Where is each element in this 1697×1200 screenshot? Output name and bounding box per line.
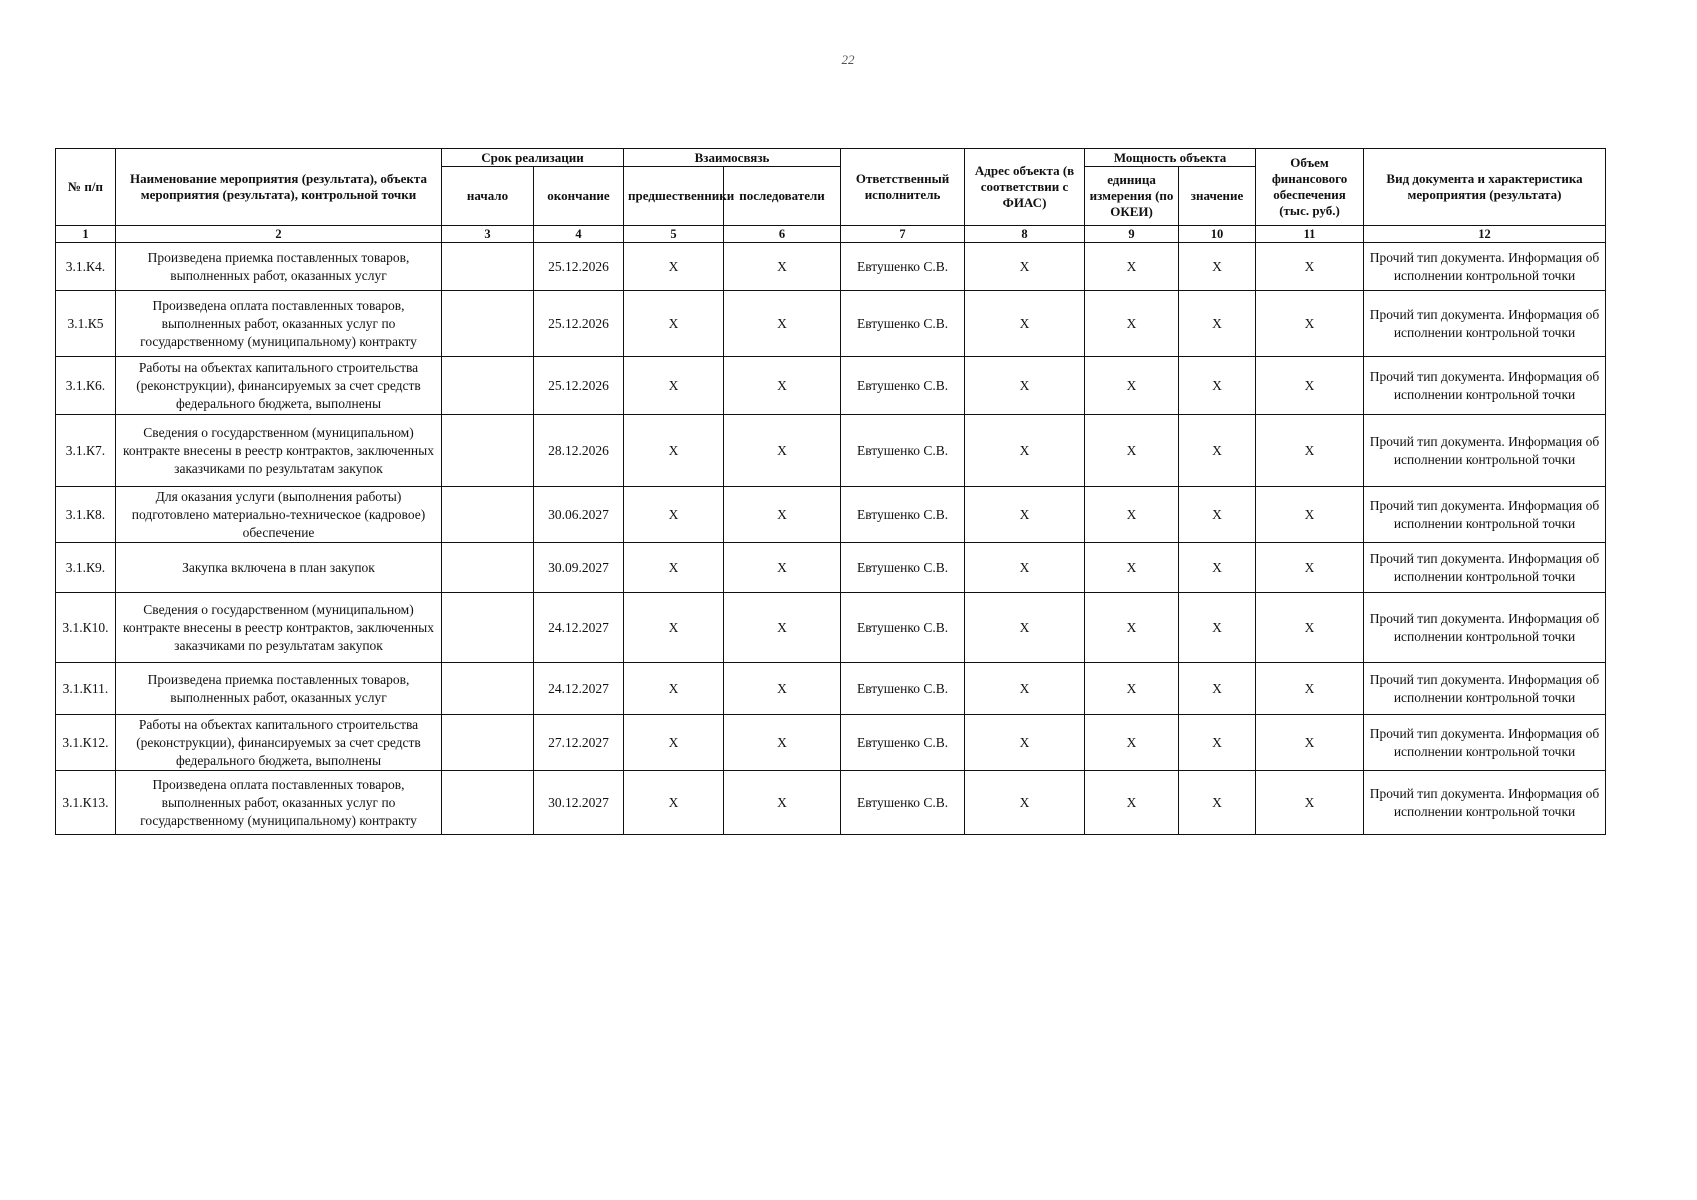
table-body [56,243,1606,835]
row-name: Сведения о государственном (муниципальном) контракте внесены в реестр контрактов, заключенных заказчиками по результатам закупок [116,593,442,663]
header-capacity-value: значение [1179,167,1256,226]
row-name: Произведена приемка поставленных товаров, выполненных работ, оказанных услуг [116,663,442,715]
row-number: 3.1.К6. [56,357,116,415]
header-capacity: Мощность объекта [1085,149,1256,167]
row-responsible: Евтушенко С.В. [841,243,965,291]
table-row [56,291,1606,357]
row-predecessors: X [624,291,724,357]
row-unit: X [1085,243,1179,291]
row-address: X [965,715,1085,771]
row-end-date: 25.12.2026 [534,357,624,415]
row-funding: X [1256,291,1364,357]
row-end-date: 30.06.2027 [534,487,624,543]
row-number: 3.1.К11. [56,663,116,715]
row-name: Произведена оплата поставленных товаров, выполненных работ, оказанных услуг по государственному (муниципальному) контракту [116,291,442,357]
row-successors: X [724,771,841,835]
header-capacity-unit: единица измерения (по ОКЕИ) [1085,167,1179,226]
row-address: X [965,357,1085,415]
row-responsible: Евтушенко С.В. [841,771,965,835]
row-address: X [965,593,1085,663]
row-successors: X [724,487,841,543]
column-number: 11 [1256,226,1364,243]
header-links-succ: последователи [724,167,841,226]
header-period-start: начало [442,167,534,226]
row-funding: X [1256,543,1364,593]
row-unit: X [1085,291,1179,357]
row-funding: X [1256,593,1364,663]
column-number: 5 [624,226,724,243]
row-responsible: Евтушенко С.В. [841,357,965,415]
row-start-date [442,663,534,715]
row-value: X [1179,243,1256,291]
row-number: 3.1.К8. [56,487,116,543]
row-name: Произведена оплата поставленных товаров, выполненных работ, оказанных услуг по государственному (муниципальному) контракту [116,771,442,835]
table-row [56,415,1606,487]
header-num: № п/п [56,149,116,226]
row-doc-type: Прочий тип документа. Информация об исполнении контрольной точки [1364,771,1606,835]
row-address: X [965,291,1085,357]
row-unit: X [1085,357,1179,415]
row-end-date: 24.12.2027 [534,593,624,663]
row-end-date: 24.12.2027 [534,663,624,715]
table-row [56,593,1606,663]
row-successors: X [724,243,841,291]
row-address: X [965,663,1085,715]
row-doc-type: Прочий тип документа. Информация об исполнении контрольной точки [1364,543,1606,593]
row-doc-type: Прочий тип документа. Информация об исполнении контрольной точки [1364,291,1606,357]
row-successors: X [724,715,841,771]
row-successors: X [724,357,841,415]
row-value: X [1179,291,1256,357]
row-successors: X [724,593,841,663]
row-unit: X [1085,543,1179,593]
row-address: X [965,415,1085,487]
row-name: Работы на объектах капитального строительства (реконструкции), финансируемых за счет средств федерального бюджета, выполнены [116,357,442,415]
column-number: 8 [965,226,1085,243]
row-end-date: 30.12.2027 [534,771,624,835]
header-address: Адрес объекта (в соответствии с ФИАС) [965,149,1085,226]
row-start-date [442,715,534,771]
row-funding: X [1256,415,1364,487]
row-end-date: 27.12.2027 [534,715,624,771]
row-funding: X [1256,487,1364,543]
row-number: 3.1.К10. [56,593,116,663]
row-number: 3.1.К13. [56,771,116,835]
column-number: 4 [534,226,624,243]
row-address: X [965,243,1085,291]
row-number: 3.1.К12. [56,715,116,771]
row-funding: X [1256,243,1364,291]
row-doc-type: Прочий тип документа. Информация об исполнении контрольной точки [1364,487,1606,543]
row-end-date: 25.12.2026 [534,243,624,291]
row-successors: X [724,543,841,593]
row-value: X [1179,715,1256,771]
row-address: X [965,771,1085,835]
row-funding: X [1256,771,1364,835]
row-funding: X [1256,715,1364,771]
row-predecessors: X [624,487,724,543]
row-predecessors: X [624,243,724,291]
table-row [56,715,1606,771]
control-points-table [55,148,1606,835]
row-start-date [442,487,534,543]
row-number: 3.1.К4. [56,243,116,291]
row-unit: X [1085,715,1179,771]
table-row [56,357,1606,415]
column-number: 9 [1085,226,1179,243]
row-doc-type: Прочий тип документа. Информация об исполнении контрольной точки [1364,415,1606,487]
table-row [56,487,1606,543]
row-name: Для оказания услуги (выполнения работы) подготовлено материально-техническое (кадровое) обеспечение [116,487,442,543]
table-row [56,663,1606,715]
row-unit: X [1085,487,1179,543]
row-number: 3.1.К9. [56,543,116,593]
row-responsible: Евтушенко С.В. [841,663,965,715]
row-name: Работы на объектах капитального строительства (реконструкции), финансируемых за счет средств федерального бюджета, выполнены [116,715,442,771]
column-numbers-row [56,226,1606,243]
row-name: Сведения о государственном (муниципальном) контракте внесены в реестр контрактов, заключенных заказчиками по результатам закупок [116,415,442,487]
row-doc-type: Прочий тип документа. Информация об исполнении контрольной точки [1364,243,1606,291]
header-period: Срок реализации [442,149,624,167]
row-value: X [1179,415,1256,487]
row-predecessors: X [624,593,724,663]
row-doc-type: Прочий тип документа. Информация об исполнении контрольной точки [1364,593,1606,663]
row-doc-type: Прочий тип документа. Информация об исполнении контрольной точки [1364,357,1606,415]
column-number: 1 [56,226,116,243]
row-value: X [1179,593,1256,663]
row-end-date: 28.12.2026 [534,415,624,487]
row-start-date [442,543,534,593]
row-address: X [965,543,1085,593]
header-period-end: окончание [534,167,624,226]
row-end-date: 25.12.2026 [534,291,624,357]
row-predecessors: X [624,663,724,715]
column-number: 7 [841,226,965,243]
row-doc-type: Прочий тип документа. Информация об исполнении контрольной точки [1364,715,1606,771]
row-value: X [1179,357,1256,415]
row-address: X [965,487,1085,543]
column-number: 10 [1179,226,1256,243]
header-responsible: Ответственный исполнитель [841,149,965,226]
row-predecessors: X [624,415,724,487]
row-predecessors: X [624,715,724,771]
row-successors: X [724,663,841,715]
row-number: 3.1.К7. [56,415,116,487]
row-name: Произведена приемка поставленных товаров, выполненных работ, оказанных услуг [116,243,442,291]
row-predecessors: X [624,357,724,415]
header-name: Наименование мероприятия (результата), объекта мероприятия (результата), контрольной точки [116,149,442,226]
header-doc-type: Вид документа и характеристика мероприятия (результата) [1364,149,1606,226]
row-responsible: Евтушенко С.В. [841,487,965,543]
row-start-date [442,243,534,291]
row-start-date [442,771,534,835]
header-links: Взаимосвязь [624,149,841,167]
column-number: 3 [442,226,534,243]
row-doc-type: Прочий тип документа. Информация об исполнении контрольной точки [1364,663,1606,715]
table-row [56,243,1606,291]
row-value: X [1179,487,1256,543]
row-start-date [442,415,534,487]
row-predecessors: X [624,543,724,593]
row-successors: X [724,291,841,357]
column-number: 12 [1364,226,1606,243]
row-number: 3.1.К5 [56,291,116,357]
row-unit: X [1085,663,1179,715]
row-responsible: Евтушенко С.В. [841,543,965,593]
table-header [56,149,1606,243]
row-unit: X [1085,771,1179,835]
header-funding: Объем финансового обеспечения (тыс. руб.) [1256,149,1364,226]
row-end-date: 30.09.2027 [534,543,624,593]
row-funding: X [1256,357,1364,415]
row-unit: X [1085,415,1179,487]
row-start-date [442,291,534,357]
row-successors: X [724,415,841,487]
table-row [56,543,1606,593]
row-name: Закупка включена в план закупок [116,543,442,593]
row-responsible: Евтушенко С.В. [841,291,965,357]
row-predecessors: X [624,771,724,835]
row-value: X [1179,543,1256,593]
row-start-date [442,357,534,415]
row-responsible: Евтушенко С.В. [841,593,965,663]
header-links-pred: предшественники [624,167,724,226]
row-unit: X [1085,593,1179,663]
column-number: 6 [724,226,841,243]
row-responsible: Евтушенко С.В. [841,415,965,487]
row-responsible: Евтушенко С.В. [841,715,965,771]
row-value: X [1179,663,1256,715]
page-number: 22 [841,52,855,67]
row-start-date [442,593,534,663]
table-row [56,771,1606,835]
column-number: 2 [116,226,442,243]
row-funding: X [1256,663,1364,715]
row-value: X [1179,771,1256,835]
